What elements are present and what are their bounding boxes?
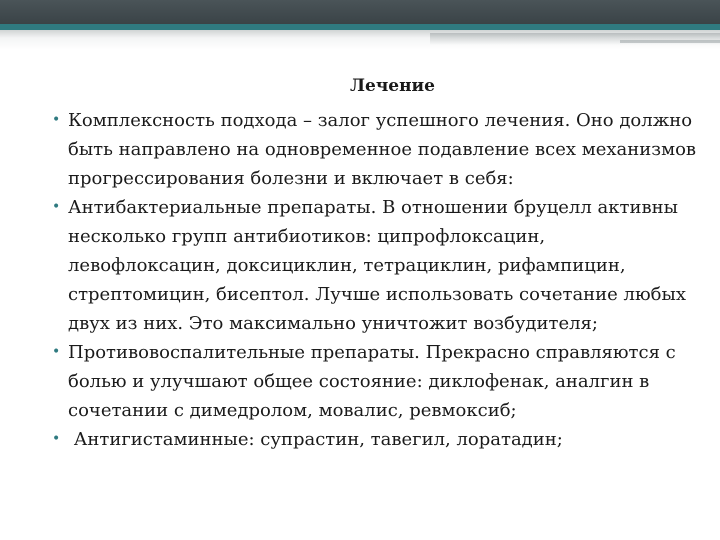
bullet-icon: • (52, 112, 61, 128)
bullet-icon: • (52, 199, 61, 215)
decorative-shadow-line (620, 40, 720, 43)
decorative-shadow-line (430, 33, 720, 45)
bullet-text: Комплексность подхода – залог успешного лечения. Оно должно быть направлено на одновременное подавление всех механизмов прогрессирования болезни и включает в себя: (68, 110, 697, 189)
bullet-list (52, 106, 702, 454)
header-bar (0, 0, 720, 24)
list-item (52, 106, 702, 193)
bullet-text: Антигистаминные: супрастин, тавегил, лоратадин; (68, 429, 563, 450)
slide-title: Лечение (350, 76, 435, 96)
list-item (52, 425, 702, 454)
bullet-text: Антибактериальные препараты. В отношении бруцелл активны несколько групп антибиотиков: ципрофлоксацин, левофлоксацин, доксициклин, тетрациклин, рифампицин, стрептомицин, бисептол. Лучше использовать сочетание любых двух из них. Это максимально уничтожит возбудителя; (68, 197, 686, 334)
list-item (52, 338, 702, 425)
bullet-icon: • (52, 431, 61, 447)
bullet-text: Противовоспалительные препараты. Прекрасно справляются с болью и улучшают общее состояние: диклофенак, аналгин в сочетании с димедролом, мовалис, ревмоксиб; (68, 342, 676, 421)
list-item (52, 193, 702, 338)
bullet-icon: • (52, 344, 61, 360)
